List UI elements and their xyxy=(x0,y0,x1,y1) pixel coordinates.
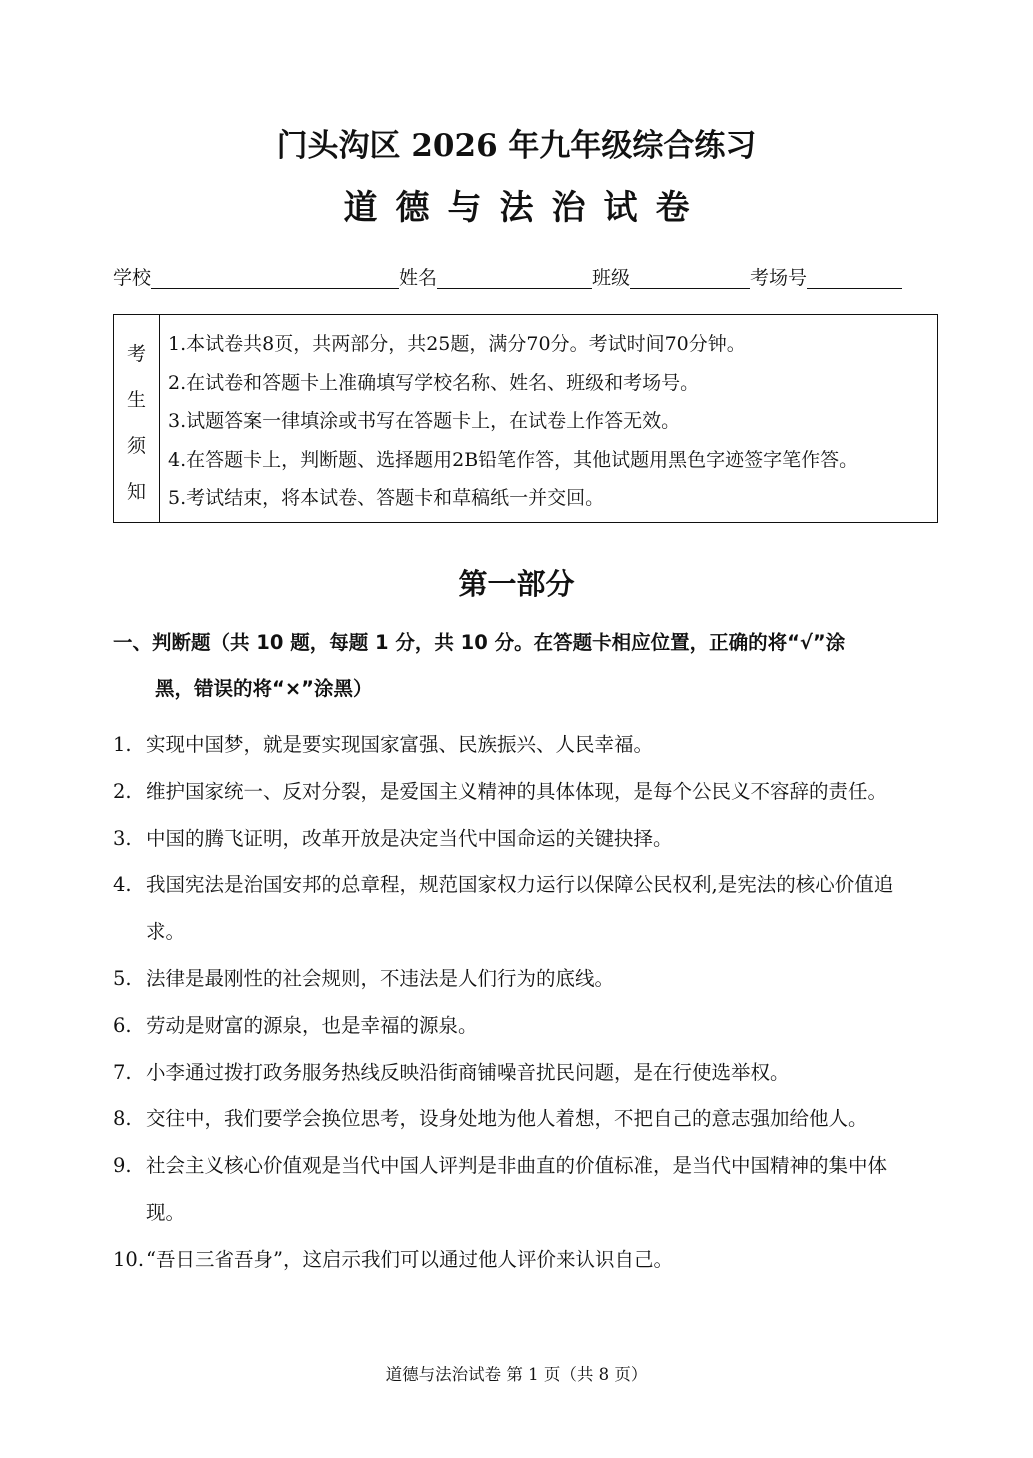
question-number: 2. xyxy=(113,779,132,803)
school-label: 学校 xyxy=(113,267,152,289)
question-number: 8. xyxy=(113,1107,132,1131)
notice-heading-char: 考 xyxy=(126,343,146,365)
question-item xyxy=(113,1003,923,1050)
question-number: 7. xyxy=(113,1060,132,1084)
question-list xyxy=(113,722,923,1284)
exam-notice-box xyxy=(113,314,938,523)
section-heading-line1: 一、判断题（共 10 题，每题 1 分，共 10 分。在答题卡相应位置，正确的将“√”涂 xyxy=(113,631,846,654)
notice-item: 5.考试结束，将本试卷、答题卡和草稿纸一并交回。 xyxy=(168,487,605,509)
notice-heading-char: 知 xyxy=(126,481,146,503)
question-number: 5. xyxy=(113,966,132,990)
school-field[interactable] xyxy=(151,264,399,289)
question-item xyxy=(113,956,923,1003)
question-item xyxy=(113,1050,923,1097)
question-text: 劳动是财富的源泉，也是幸福的源泉。 xyxy=(146,1013,478,1037)
part-title: 第一部分 xyxy=(458,567,575,601)
question-text: 法律是最刚性的社会规则，不违法是人们行为的底线。 xyxy=(146,966,615,990)
class-label: 班级 xyxy=(592,267,631,289)
name-field[interactable] xyxy=(437,264,592,289)
question-number: 9. xyxy=(113,1154,132,1178)
question-item xyxy=(113,862,923,956)
page-footer: 道德与法治试卷 第 1 页（共 8 页） xyxy=(385,1365,648,1384)
question-number: 4. xyxy=(113,873,132,897)
question-item xyxy=(113,816,923,863)
question-text: 中国的腾飞证明，改革开放是决定当代中国命运的关键抉择。 xyxy=(146,826,673,850)
question-item xyxy=(113,722,923,769)
question-item xyxy=(113,1143,923,1237)
question-text: “吾日三省吾身”，这启示我们可以通过他人评价来认识自己。 xyxy=(146,1247,673,1271)
question-item xyxy=(113,1237,923,1284)
section-heading xyxy=(113,620,921,712)
question-text: 小李通过拨打政务服务热线反映沿街商铺噪音扰民问题，是在行使选举权。 xyxy=(146,1060,790,1084)
subject-title: 道德与法治试卷 xyxy=(343,188,708,228)
question-number: 6. xyxy=(113,1013,132,1037)
question-text: 我国宪法是治国安邦的总章程，规范国家权力运行以保障公民权利,是宪法的核心价值追求。 xyxy=(146,873,894,944)
notice-item: 1.本试卷共8页，共两部分，共25题，满分70分。考试时间70分钟。 xyxy=(168,333,746,355)
notice-heading xyxy=(114,315,160,522)
notice-item: 2.在试卷和答题卡上准确填写学校名称、姓名、班级和考场号。 xyxy=(168,371,700,394)
name-label: 姓名 xyxy=(399,267,438,289)
class-field[interactable] xyxy=(630,264,750,289)
notice-item: 4.在答题卡上，判断题、选择题用2B铅笔作答，其他试题用黑色字迹签字笔作答。 xyxy=(168,448,859,471)
question-item xyxy=(113,1096,923,1143)
notice-heading-char: 生 xyxy=(126,389,146,411)
notice-item: 3.试题答案一律填涂或书写在答题卡上，在试卷上作答无效。 xyxy=(168,410,681,432)
section-heading-line2: 黑，错误的将“×”涂黑） xyxy=(155,677,373,700)
question-number: 1. xyxy=(113,733,132,756)
question-item xyxy=(113,769,923,816)
student-info-row xyxy=(113,262,919,292)
notice-heading-char: 须 xyxy=(126,435,146,457)
room-label: 考场号 xyxy=(750,267,808,289)
question-number: 3. xyxy=(113,826,132,850)
room-field[interactable] xyxy=(807,264,902,289)
question-number: 10. xyxy=(113,1247,145,1271)
exam-title: 门头沟区 2026 年九年级综合练习 xyxy=(276,128,757,164)
question-text: 实现中国梦，就是要实现国家富强、民族振兴、人民幸福。 xyxy=(146,733,654,756)
notice-list xyxy=(160,315,937,522)
question-text: 社会主义核心价值观是当代中国人评判是非曲直的价值标准，是当代中国精神的集中体现。 xyxy=(146,1154,888,1224)
question-text: 维护国家统一、反对分裂，是爱国主义精神的具体体现，是每个公民义不容辞的责任。 xyxy=(146,779,888,803)
question-text: 交往中，我们要学会换位思考，设身处地为他人着想，不把自己的意志强加给他人。 xyxy=(146,1107,868,1131)
